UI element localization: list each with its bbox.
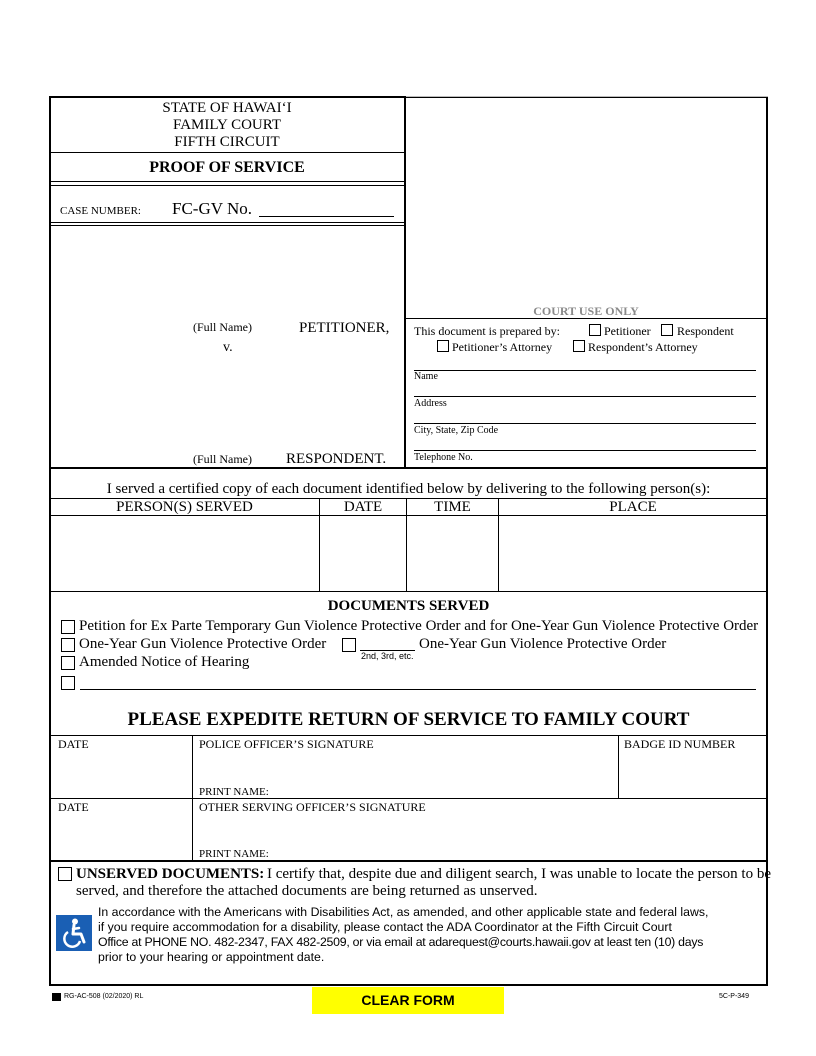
state-title: STATE OF HAWAI‘I xyxy=(162,100,292,116)
court-use-only-label: COURT USE ONLY xyxy=(533,304,639,318)
city-state-zip-label: City, State, Zip Code xyxy=(414,425,499,436)
prepared-resp-attorney-checkbox[interactable] xyxy=(573,340,585,352)
prepared-pet-attorney-checkbox[interactable] xyxy=(437,340,449,352)
print-name-label-2: PRINT NAME: xyxy=(199,848,269,860)
prepared-by-label: This document is prepared by: xyxy=(414,324,560,338)
place-served-cell[interactable] xyxy=(499,516,766,590)
ada-line-2: if you require accommodation for a disability, please contact the ADA Coordinator at the Fifth Circuit Court xyxy=(98,920,672,934)
prepared-resp-attorney-label: Respondent’s Attorney xyxy=(588,340,698,354)
petition-label: Petition for Ex Parte Temporary Gun Violence Protective Order and for One-Year Gun Violence Protective Order xyxy=(79,618,759,634)
versus-label: v. xyxy=(223,340,233,355)
petitioner-name-input[interactable] xyxy=(60,232,395,316)
ada-line-1: In accordance with the Americans with Disabilities Act, as amended, and other applicable state and federal laws, xyxy=(98,905,709,919)
service-statement: I served a certified copy of each document identified below by delivering to the following person(s): xyxy=(106,481,711,497)
badge-id-input[interactable] xyxy=(619,752,766,797)
full-name-label-2: (Full Name) xyxy=(193,452,252,466)
form-code: 5C-P-349 xyxy=(719,993,749,1000)
prepared-respondent-checkbox[interactable] xyxy=(661,324,673,336)
case-number-input[interactable] xyxy=(259,198,394,217)
unserved-text-2: served, and therefore the attached documents are being returned as unserved. xyxy=(76,883,538,899)
name-input[interactable] xyxy=(414,354,756,371)
other-document-input[interactable] xyxy=(80,674,756,690)
one-year-label: One-Year Gun Violence Protective Order xyxy=(79,636,327,652)
col-place: PLACE xyxy=(609,499,657,515)
persons-served-cell[interactable] xyxy=(51,516,319,590)
date-label-2: DATE xyxy=(58,800,89,814)
telephone-label: Telephone No. xyxy=(414,452,473,463)
ada-line-4: prior to your hearing or appointment date. xyxy=(98,950,325,964)
other-signature-label: OTHER SERVING OFFICER’S SIGNATURE xyxy=(199,800,426,814)
col-time: TIME xyxy=(434,499,471,515)
respondent-label: RESPONDENT. xyxy=(286,451,387,467)
prepared-petitioner-label: Petitioner xyxy=(604,324,651,338)
petitioner-label: PETITIONER, xyxy=(299,320,390,336)
time-served-cell[interactable] xyxy=(407,516,498,590)
unserved-checkbox[interactable] xyxy=(58,867,72,881)
col-persons-served: PERSON(S) SERVED xyxy=(116,499,253,515)
city-state-zip-input[interactable] xyxy=(414,407,756,424)
documents-served-title: DOCUMENTS SERVED xyxy=(327,598,490,614)
court-use-area xyxy=(406,98,766,316)
nth-order-label: One-Year Gun Violence Protective Order xyxy=(419,636,667,652)
nth-order-hint: 2nd, 3rd, etc. xyxy=(361,651,414,661)
accessibility-icon xyxy=(56,915,92,951)
nth-order-input[interactable] xyxy=(360,636,415,651)
clear-form-button[interactable]: CLEAR FORM xyxy=(312,987,504,1014)
telephone-input[interactable] xyxy=(414,434,756,451)
form-id: RG-AC-508 (02/2020) RL xyxy=(64,993,144,1000)
date-label-1: DATE xyxy=(58,737,89,751)
prepared-respondent-label: Respondent xyxy=(677,324,734,338)
case-number-label: CASE NUMBER: xyxy=(60,205,141,217)
police-signature-label: POLICE OFFICER’S SIGNATURE xyxy=(199,737,374,751)
date-input-2[interactable] xyxy=(51,815,191,860)
full-name-label-1: (Full Name) xyxy=(193,320,252,334)
col-date: DATE xyxy=(343,499,383,515)
court-title: FAMILY COURT xyxy=(172,117,282,133)
amended-label: Amended Notice of Hearing xyxy=(79,654,250,670)
expedite-heading: PLEASE EXPEDITE RETURN OF SERVICE TO FAMILY COURT xyxy=(127,709,690,730)
respondent-name-input[interactable] xyxy=(60,360,395,446)
address-input[interactable] xyxy=(414,380,756,397)
badge-id-label: BADGE ID NUMBER xyxy=(624,737,736,751)
ada-line-3: Office at PHONE NO. 482-2347, FAX 482-2509, or via email at adarequest@courts.hawaii.gov at least ten (10) days xyxy=(98,935,704,949)
prepared-petitioner-checkbox[interactable] xyxy=(589,324,601,336)
other-signature-input[interactable] xyxy=(193,815,766,847)
amended-checkbox[interactable] xyxy=(61,656,75,670)
unserved-label: UNSERVED DOCUMENTS: xyxy=(76,866,265,882)
form-logo-icon xyxy=(52,993,61,1001)
name-label: Name xyxy=(414,371,438,382)
print-name-label-1: PRINT NAME: xyxy=(199,786,269,798)
date-input-1[interactable] xyxy=(51,752,191,797)
unserved-text-1: I certify that, despite due and diligent search, I was unable to locate the person to be xyxy=(267,866,771,882)
one-year-checkbox[interactable] xyxy=(61,638,75,652)
other-document-checkbox[interactable] xyxy=(61,676,75,690)
case-prefix: FC-GV No. xyxy=(172,199,252,218)
police-signature-input[interactable] xyxy=(193,752,617,784)
petition-checkbox[interactable] xyxy=(61,620,75,634)
form-title: PROOF OF SERVICE xyxy=(149,159,305,176)
date-served-cell[interactable] xyxy=(320,516,406,590)
circuit-title: FIFTH CIRCUIT xyxy=(174,134,280,150)
prepared-pet-attorney-label: Petitioner’s Attorney xyxy=(452,340,553,354)
address-label: Address xyxy=(414,398,447,409)
nth-order-checkbox[interactable] xyxy=(342,638,356,652)
